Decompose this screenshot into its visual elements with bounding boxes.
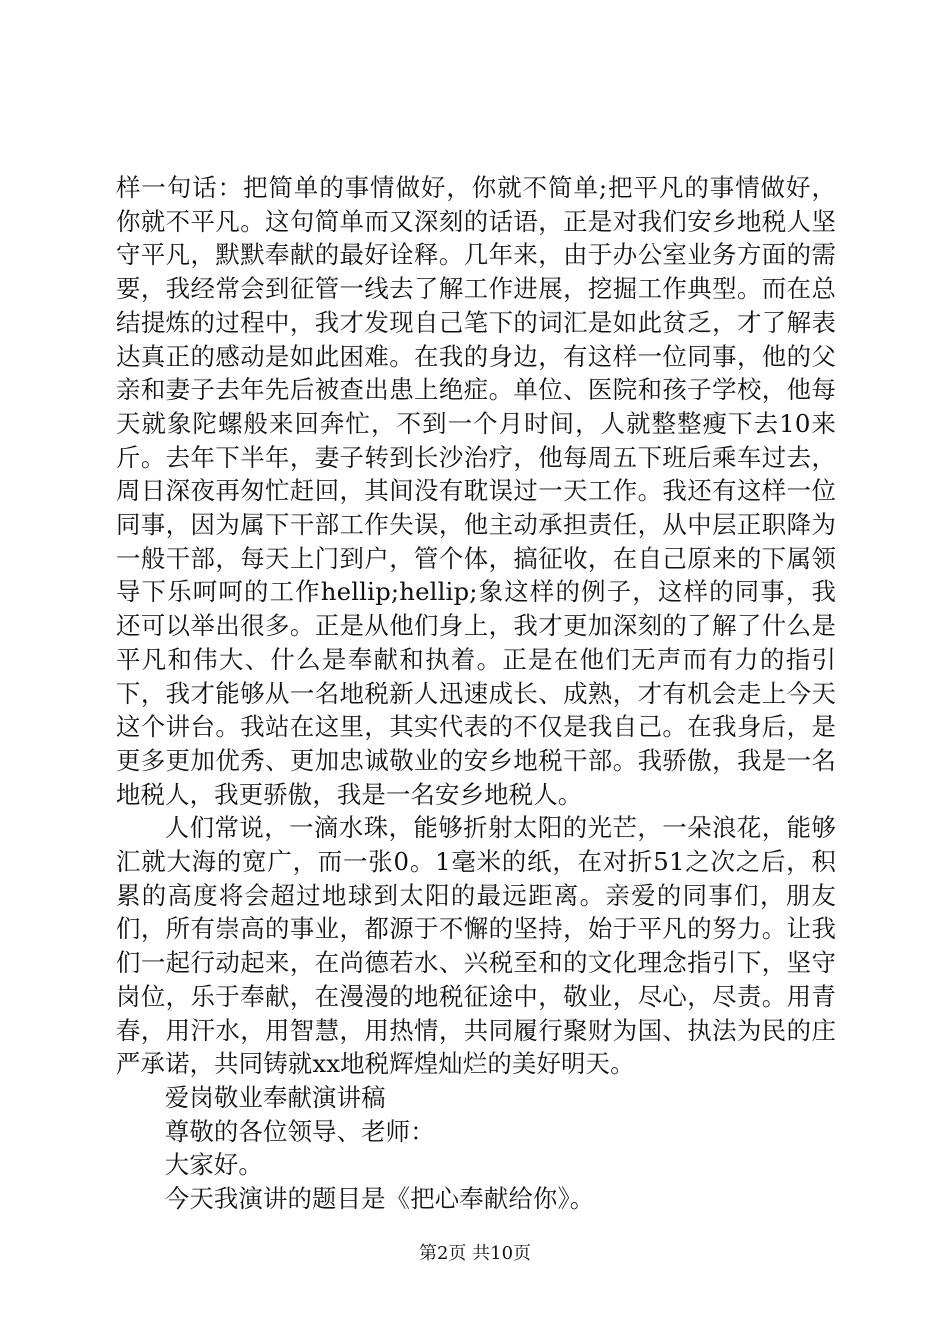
speech-topic-line: 今天我演讲的题目是《把心奉献给你》。 <box>164 1184 595 1214</box>
speech-title: 爱岗敬业奉献演讲稿 <box>164 1082 386 1112</box>
speech-greeting: 大家好。 <box>164 1150 263 1180</box>
speech-salutation: 尊敬的各位领导、老师： <box>164 1116 435 1146</box>
paragraph-closing-appeal: 人们常说，一滴水珠，能够折射太阳的光芒，一朵浪花，能够汇就大海的宽广，而一张0。1毫米的纸，在对折51之次之后，积累的高度将会超过地球到太阳的最远距离。亲爱的同事们，朋友们，所有崇高的事业，都源于不懈的坚持，始于平凡的努力。让我们一起行动起来，在尚德若水、兴税至和的文化理念指引下，坚守岗位，乐于奉献，在漫漫的地税征途中，敬业，尽心，尽责。用青春，用汗水，用智慧，用热情，共同履行聚财为国、执法为民的庄严承诺，共同铸就xx地税辉煌灿烂的美好明天。 <box>116 813 836 1079</box>
document-body <box>116 171 836 1216</box>
paragraph-continuation: 样一句话：把简单的事情做好，你就不简单;把平凡的事情做好，你就不平凡。这句简单而又深刻的话语，正是对我们安乡地税人坚守平凡，默默奉献的最好诠释。几年来，由于办公室业务方面的需要，我经常会到征管一线去了解工作进展，挖掘工作典型。而在总结提炼的过程中，我才发现自己笔下的词汇是如此贫乏，才了解表达真正的感动是如此困难。在我的身边，有这样一位同事，他的父亲和妻子去年先后被查出患上绝症。单位、医院和孩子学校，他每天就象陀螺般来回奔忙，不到一个月时间，人就整整瘦下去10来斤。去年下半年，妻子转到长沙治疗，他每周五下班后乘车过去，周日深夜再匆忙赶回，其间没有耽误过一天工作。我还有这样一位同事，因为属下干部工作失误，他主动承担责任，从中层正职降为一般干部，每天上门到户，管个体，搞征收，在自己原来的下属领导下乐呵呵的工作hellip;hellip;象这样的例子，这样的同事，我还可以举出很多。正是从他们身上，我才更加深刻的了解了什么是平凡和伟大、什么是奉献和执着。正是在他们无声而有力的指引下，我才能够从一名地税新人迅速成长、成熟，才有机会走上今天这个讲台。我站在这里，其实代表的不仅是我自己。在我身后，是更多更加优秀、更加忠诚敬业的安乡地税干部。我骄傲，我是一名地税人，我更骄傲，我是一名安乡地税人。 <box>116 173 836 809</box>
page-number-footer: 第2页 共10页 <box>418 1243 532 1264</box>
